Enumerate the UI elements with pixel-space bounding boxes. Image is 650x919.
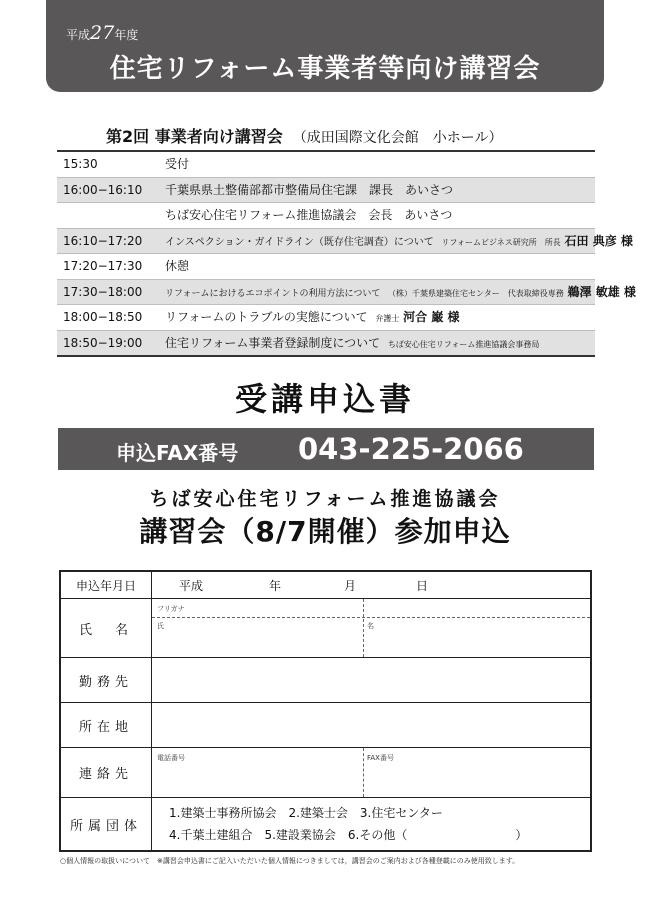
fax-label: 申込FAX番号 — [116, 441, 239, 465]
session-title: 第2回 事業者向け講習会 — [106, 127, 283, 146]
date-year-field[interactable]: 年 — [269, 578, 282, 593]
name-label: 氏 名 — [61, 599, 152, 657]
schedule-desc: 休憩 — [165, 259, 190, 273]
contact-divider — [363, 748, 364, 797]
schedule-row — [57, 253, 595, 279]
date-month-field[interactable]: 月 — [344, 578, 357, 593]
given-name-field[interactable]: 名 — [367, 622, 374, 630]
surname-field[interactable]: 氏 — [157, 622, 164, 630]
speaker-org: リフォームビジネス研究所 所長 — [441, 237, 561, 247]
speaker-name: 河合 巌 様 — [403, 310, 460, 324]
schedule-time: 17:20−17:30 — [63, 259, 143, 273]
schedule-desc: 住宅リフォーム事業者登録制度について — [165, 335, 381, 350]
speaker-org: ちば安心住宅リフォーム推進協議会事務局 — [387, 339, 540, 349]
speaker-org: （株）千葉県建築住宅センター 代表取締役専務 — [388, 288, 564, 298]
application-form — [59, 570, 592, 852]
form-row-name — [61, 599, 590, 658]
fiscal-year: 平成27年度 — [66, 22, 139, 44]
schedule-row — [57, 279, 636, 305]
privacy-note: ○個人情報の取扱いについて ※講習会申込書にご記入いただいた個人情報につきましては，講習会のご案内および各種登載にのみ使用致します。 — [60, 857, 520, 865]
date-day-field[interactable]: 日 — [416, 578, 429, 593]
schedule-row — [57, 330, 595, 358]
schedule-desc: ちば安心住宅リフォーム推進協議会 会長 あいさつ — [165, 208, 453, 222]
form-row-address[interactable] — [61, 703, 590, 748]
form-row-date — [61, 572, 590, 599]
schedule-desc: リフォームにおけるエコポイントの利用方法について — [165, 288, 381, 299]
form-row-group — [61, 798, 590, 850]
schedule-time: 16:00−16:10 — [63, 182, 143, 197]
contact-label: 連絡先 — [61, 748, 152, 797]
fax-banner — [58, 428, 594, 470]
schedule-table — [57, 150, 636, 357]
speaker-name: 石田 典彦 様 — [564, 233, 633, 248]
schedule-row — [57, 202, 595, 228]
form-heading: 受講申込書 — [234, 380, 415, 418]
schedule-row — [57, 304, 595, 330]
schedule-desc: 受付 — [165, 157, 190, 171]
speaker-org: 弁護士 — [375, 314, 400, 323]
name-divider — [363, 599, 364, 657]
group-options-2[interactable]: 4.千葉土建組合 5.建設業協会 6.その他（ ） — [169, 828, 528, 842]
schedule-row — [57, 228, 633, 254]
schedule-desc: インスペクション・ガイドライン（既存住宅調査）について — [165, 236, 434, 248]
furigana-field[interactable]: フリガナ — [157, 605, 185, 613]
session-heading — [106, 124, 502, 147]
organizer-name: ちば安心住宅リフォーム推進協議会 — [149, 488, 501, 510]
address-label: 所在地 — [61, 703, 152, 747]
form-row-company[interactable] — [61, 658, 590, 703]
schedule-time: 17:30−18:00 — [63, 284, 143, 299]
fax-number: 043-225-2066 — [298, 432, 524, 466]
schedule-time: 18:50−19:00 — [63, 335, 143, 350]
furigana-divider — [152, 617, 590, 618]
form-row-contact — [61, 748, 590, 798]
schedule-row — [57, 177, 595, 203]
date-era: 平成 — [179, 578, 204, 593]
schedule-row — [57, 152, 595, 177]
phone-field[interactable]: 電話番号 — [157, 754, 185, 762]
schedule-desc: リフォームのトラブルの実態について — [165, 310, 368, 324]
group-label: 所属団体 — [61, 798, 152, 850]
date-label: 申込年月日 — [61, 572, 152, 598]
schedule-time: 15:30 — [63, 157, 98, 171]
form-title: 講習会（8/7開催）参加申込 — [139, 515, 511, 548]
session-venue: （成田国際文化会館 小ホール） — [292, 130, 503, 146]
schedule-time: 18:00−18:50 — [63, 310, 143, 324]
schedule-desc: 千葉県県土整備部都市整備局住宅課 課長 あいさつ — [165, 182, 454, 197]
fax-field[interactable]: FAX番号 — [367, 754, 394, 762]
group-options-1[interactable]: 1.建築士事務所協会 2.建築士会 3.住宅センター — [169, 806, 443, 820]
schedule-time: 16:10−17:20 — [63, 233, 143, 248]
company-label: 勤務先 — [61, 658, 152, 702]
page-title: 住宅リフォーム事業者等向け講習会 — [109, 54, 541, 84]
header-banner — [46, 0, 604, 92]
speaker-name: 鵜澤 敏雄 様 — [567, 284, 636, 299]
